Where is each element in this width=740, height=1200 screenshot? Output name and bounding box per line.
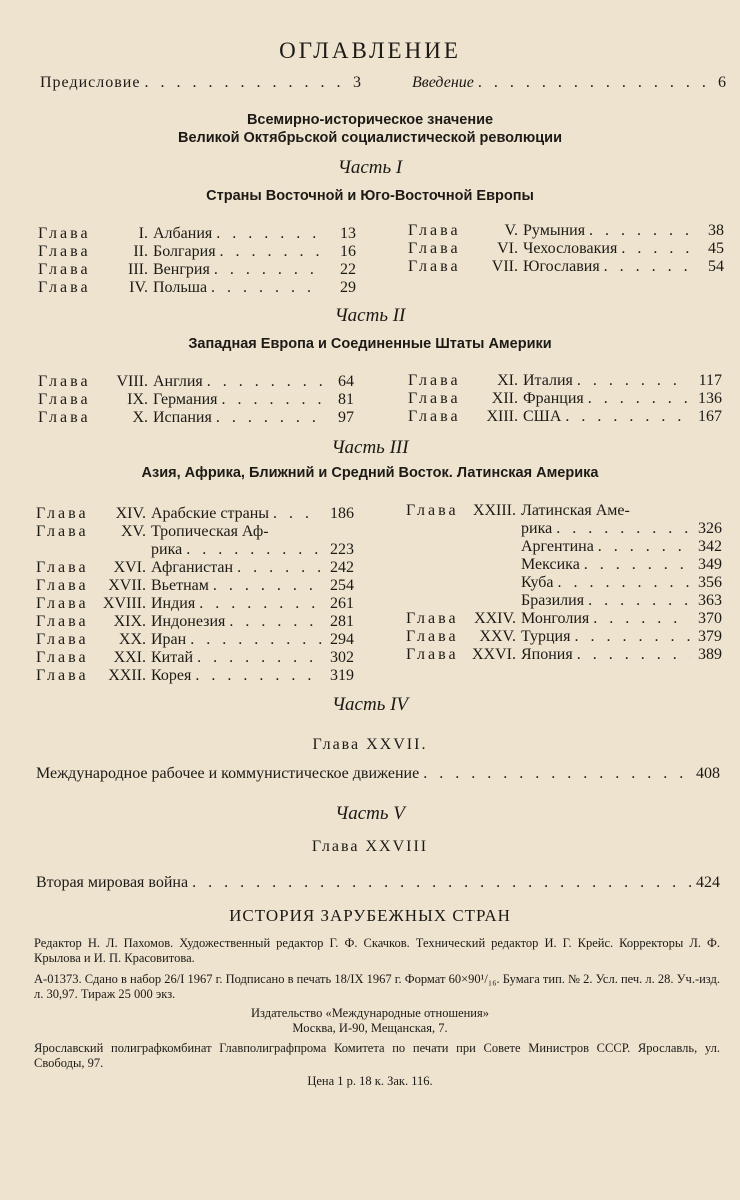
entry-page: 22 — [340, 261, 356, 278]
toc-entry-part4[interactable] — [36, 765, 720, 783]
leader-dots — [211, 279, 324, 297]
toc-entry[interactable] — [36, 541, 354, 559]
entry-title: Япония — [521, 646, 573, 663]
toc-entry[interactable] — [36, 523, 354, 541]
toc-entry[interactable] — [408, 390, 722, 408]
entry-title: Предисловие — [40, 74, 141, 91]
part1-subtitle: Страны Восточной и Юго-Восточной Европы — [206, 188, 534, 204]
entry-page: 326 — [698, 520, 722, 537]
chapter-prefix: Глава — [408, 390, 461, 407]
main-heading-line1: Всемирно-историческое значение — [246, 112, 494, 128]
chapter-number: XXVI. — [472, 646, 516, 663]
chapter-number: II. — [133, 243, 148, 260]
leader-dots — [588, 390, 690, 408]
entry-page: 408 — [696, 765, 720, 782]
entry-page: 302 — [330, 649, 354, 666]
toc-entry[interactable] — [36, 577, 354, 595]
entry-page: 45 — [708, 240, 724, 257]
imprint-print-info: А-01373. Сдано в набор 26/I 1967 г. Подписано в печать 18/IX 1967 г. Формат 60×90¹/₁₆. Бумага тип. № 2. Усл. печ. л. 28. Уч.-изд. л. 30,97. Тираж 25 000 экз. — [34, 972, 720, 1001]
leader-dots — [222, 391, 323, 409]
entry-page: 167 — [698, 408, 722, 425]
leader-dots — [593, 610, 690, 628]
entry-page: 389 — [698, 646, 722, 663]
entry-title: рика — [521, 520, 553, 537]
part2-subtitle: Западная Европа и Соединенные Штаты Америки — [188, 336, 552, 352]
entry-title: Италия — [523, 372, 573, 389]
toc-entry-part5[interactable] — [36, 874, 720, 892]
entry-title: Международное рабочее и коммунистическое движение — [36, 765, 420, 782]
chapter-prefix: Глава — [36, 667, 89, 684]
chapter-number: XV. — [120, 523, 146, 540]
toc-entry[interactable] — [408, 258, 724, 276]
entry-page: 29 — [340, 279, 356, 296]
chapter-prefix: Глава — [408, 408, 461, 425]
chapter-prefix: Глава — [406, 628, 459, 645]
entry-page: 242 — [330, 559, 354, 576]
entry-title: Англия — [153, 373, 203, 390]
entry-title: Латинская Аме- — [521, 502, 630, 519]
part3-label: Часть III — [331, 437, 409, 458]
entry-title: Румыния — [523, 222, 586, 239]
leader-dots — [192, 874, 692, 892]
chapter-prefix: Глава — [406, 610, 459, 627]
toc-entry[interactable] — [36, 505, 354, 523]
entry-page: 281 — [330, 613, 354, 630]
entry-page: 356 — [698, 574, 722, 591]
leader-dots — [190, 631, 322, 649]
entry-page: 342 — [698, 538, 722, 555]
chapter-prefix: Глава — [36, 631, 89, 648]
main-heading-line2: Великой Октябрьской социалистической революции — [178, 130, 562, 146]
entry-title: США — [523, 408, 562, 425]
toc-entry[interactable] — [406, 610, 722, 628]
chapter-prefix: Глава — [408, 240, 461, 257]
toc-entry[interactable] — [38, 279, 356, 297]
chapter-number: XXV. — [479, 628, 516, 645]
toc-entry[interactable] — [36, 649, 354, 667]
entry-title: Арабские страны — [151, 505, 270, 522]
entry-page: 38 — [708, 222, 724, 239]
part5-label: Часть V — [335, 803, 405, 824]
imprint-price: Цена 1 р. 18 к. Зак. 116. — [307, 1074, 433, 1088]
part2-label: Часть II — [334, 305, 406, 326]
toc-entry[interactable] — [406, 646, 722, 664]
entry-title: Индия — [151, 595, 196, 612]
leader-dots — [195, 667, 322, 685]
part1-label: Часть I — [337, 157, 403, 178]
entry-page: 117 — [698, 372, 722, 389]
entry-title: Введение — [412, 74, 474, 91]
chapter-number: VII. — [491, 258, 518, 275]
chapter-number: I. — [138, 225, 148, 242]
part5-chapter: Глава XXVIII — [311, 838, 429, 855]
leader-dots — [423, 765, 692, 783]
entry-page: 294 — [330, 631, 354, 648]
chapter-number: XVII. — [108, 577, 146, 594]
chapter-prefix: Глава — [38, 391, 91, 408]
entry-page: 54 — [708, 258, 724, 275]
leader-dots — [199, 595, 322, 613]
toc-entry[interactable] — [38, 243, 356, 261]
chapter-number: XII. — [491, 390, 518, 407]
entry-title: Югославия — [523, 258, 600, 275]
toc-entry[interactable] — [408, 222, 724, 240]
entry-page: 379 — [698, 628, 722, 645]
toc-entry[interactable] — [408, 372, 722, 390]
toc-entry[interactable] — [36, 595, 354, 613]
toc-entry[interactable] — [36, 613, 354, 631]
leader-dots — [213, 577, 322, 595]
entry-title: Тропическая Аф- — [151, 523, 269, 540]
chapter-prefix: Глава — [38, 261, 91, 278]
chapter-number: XVI. — [113, 559, 146, 576]
leader-dots — [273, 505, 322, 523]
chapter-prefix: Глава — [36, 523, 89, 540]
entry-page: 13 — [340, 225, 356, 242]
entry-page: 370 — [698, 610, 722, 627]
part1-left-column — [38, 225, 356, 297]
entry-page: 319 — [330, 667, 354, 684]
leader-dots — [556, 520, 690, 538]
chapter-prefix: Глава — [406, 502, 459, 519]
leader-dots — [197, 649, 322, 667]
entry-page: 349 — [698, 556, 722, 573]
entry-title: Афганистан — [151, 559, 234, 576]
imprint-printer: Ярославский полиграфкомбинат Главполиграфпрома Комитета по печати при Совете Министров СССР. Ярославль, ул. Свободы, 97. — [34, 1041, 720, 1070]
chapter-number: VI. — [497, 240, 518, 257]
entry-title: Венгрия — [153, 261, 210, 278]
leader-dots — [214, 261, 324, 279]
entry-title: Китай — [151, 649, 194, 666]
chapter-prefix: Глава — [38, 373, 91, 390]
toc-entry[interactable] — [38, 261, 356, 279]
toc-entry[interactable] — [38, 373, 354, 391]
toc-entry[interactable] — [38, 391, 354, 409]
toc-entry[interactable] — [406, 538, 722, 556]
leader-dots — [577, 646, 690, 664]
part3-right-column — [406, 502, 722, 664]
chapter-prefix: Глава — [406, 646, 459, 663]
toc-entry[interactable] — [408, 240, 724, 258]
chapter-prefix: Глава — [36, 505, 89, 522]
chapter-number: XXIV. — [474, 610, 516, 627]
leader-dots — [621, 240, 692, 258]
leader-dots — [186, 541, 322, 559]
entry-page: 261 — [330, 595, 354, 612]
leader-dots — [220, 243, 324, 261]
entry-title: Индонезия — [151, 613, 226, 630]
imprint-publisher-line2: Москва, И-90, Мещанская, 7. — [292, 1021, 448, 1035]
leader-dots — [574, 628, 690, 646]
toc-entry[interactable] — [406, 574, 722, 592]
toc-entry[interactable] — [36, 667, 354, 685]
chapter-number: XIII. — [486, 408, 518, 425]
leader-dots — [478, 74, 714, 92]
chapter-prefix: Глава — [408, 222, 461, 239]
entry-page: 97 — [338, 409, 354, 426]
entry-title: рика — [151, 541, 183, 558]
leader-dots — [216, 225, 324, 243]
toc-entry-introduction[interactable] — [412, 74, 726, 92]
entry-title: Германия — [153, 391, 218, 408]
chapter-number: XXIII. — [472, 502, 516, 519]
chapter-prefix: Глава — [36, 577, 89, 594]
chapter-number: XIV. — [115, 505, 146, 522]
leader-dots — [565, 408, 690, 426]
chapter-number: XVIII. — [102, 595, 146, 612]
part4-label: Часть IV — [331, 694, 409, 715]
entry-page: 81 — [338, 391, 354, 408]
leader-dots — [588, 592, 690, 610]
entry-title: Иран — [151, 631, 187, 648]
leader-dots — [589, 222, 692, 240]
entry-title: Турция — [521, 628, 571, 645]
chapter-prefix: Глава — [408, 372, 461, 389]
chapter-prefix: Глава — [408, 258, 461, 275]
chapter-number: XIX. — [113, 613, 146, 630]
chapter-number: V. — [504, 222, 518, 239]
chapter-number: IX. — [127, 391, 148, 408]
entry-page: 186 — [330, 505, 354, 522]
toc-entry[interactable] — [36, 631, 354, 649]
leader-dots — [229, 613, 322, 631]
toc-entry[interactable] — [406, 556, 722, 574]
part2-left-column — [38, 373, 354, 427]
toc-entry[interactable] — [406, 592, 722, 610]
entry-title: Болгария — [153, 243, 216, 260]
chapter-number: XX. — [118, 631, 146, 648]
chapter-number: IV. — [129, 279, 148, 296]
leader-dots — [598, 538, 690, 556]
entry-title: Чехословакия — [523, 240, 618, 257]
entry-page: 363 — [698, 592, 722, 609]
entry-page: 136 — [698, 390, 722, 407]
entry-title: Франция — [523, 390, 584, 407]
entry-title: Мексика — [521, 556, 580, 573]
toc-entry[interactable] — [408, 408, 722, 426]
imprint-publisher-line1: Издательство «Международные отношения» — [250, 1006, 489, 1020]
chapter-prefix: Глава — [38, 409, 91, 426]
chapter-number: VIII. — [116, 373, 148, 390]
chapter-prefix: Глава — [38, 225, 91, 242]
entry-page: 254 — [330, 577, 354, 594]
part2-right-column — [408, 372, 722, 426]
entry-page: 223 — [330, 541, 354, 558]
chapter-number: X. — [132, 409, 148, 426]
toc-entry[interactable] — [406, 520, 722, 538]
leader-dots — [144, 74, 349, 92]
chapter-number: XXII. — [108, 667, 146, 684]
entry-title: Польша — [153, 279, 208, 296]
entry-title: Испания — [153, 409, 212, 426]
chapter-prefix: Глава — [36, 559, 89, 576]
part1-right-column — [408, 222, 724, 276]
toc-entry[interactable] — [38, 225, 356, 243]
leader-dots — [558, 574, 691, 592]
part3-subtitle: Азия, Африка, Ближний и Средний Восток. Латинская Америка — [141, 465, 599, 481]
page-title: ОГЛАВЛЕНИЕ — [279, 38, 461, 63]
leader-dots — [216, 409, 322, 427]
chapter-prefix: Глава — [36, 613, 89, 630]
chapter-prefix: Глава — [38, 243, 91, 260]
entry-title: Бразилия — [521, 592, 585, 609]
chapter-prefix: Глава — [36, 595, 89, 612]
leader-dots — [237, 559, 322, 577]
leader-dots — [577, 372, 690, 390]
entry-page: 64 — [338, 373, 354, 390]
toc-entry[interactable] — [406, 502, 722, 520]
part4-chapter: Глава XXVII. — [312, 736, 428, 753]
toc-entry[interactable] — [38, 409, 354, 427]
entry-title: Монголия — [521, 610, 590, 627]
entry-title: Вьетнам — [151, 577, 209, 594]
entry-page: 424 — [696, 874, 720, 891]
part3-left-column — [36, 505, 354, 685]
imprint-book-title: ИСТОРИЯ ЗАРУБЕЖНЫХ СТРАН — [229, 906, 511, 925]
toc-entry[interactable] — [406, 628, 722, 646]
entry-title: Корея — [151, 667, 192, 684]
entry-title: Вторая мировая война — [36, 874, 189, 891]
toc-entry-preface[interactable] — [40, 74, 362, 92]
leader-dots — [207, 373, 322, 391]
leader-dots — [584, 556, 690, 574]
toc-entry[interactable] — [36, 559, 354, 577]
chapter-number: XXI. — [113, 649, 146, 666]
chapter-number: III. — [128, 261, 148, 278]
leader-dots — [604, 258, 692, 276]
entry-title: Аргентина — [521, 538, 594, 555]
entry-title: Куба — [521, 574, 554, 591]
chapter-prefix: Глава — [38, 279, 91, 296]
imprint-editors: Редактор Н. Л. Пахомов. Художественный редактор Г. Ф. Скачков. Технический редактор И. Г. Крейс. Корректоры Л. Ф. Крылова и И. П. Красовитова. — [34, 936, 720, 965]
chapter-prefix: Глава — [36, 649, 89, 666]
chapter-number: XI. — [497, 372, 518, 389]
entry-page: 3 — [353, 74, 362, 91]
entry-page: 6 — [718, 74, 726, 91]
entry-page: 16 — [340, 243, 356, 260]
entry-title: Албания — [153, 225, 213, 242]
